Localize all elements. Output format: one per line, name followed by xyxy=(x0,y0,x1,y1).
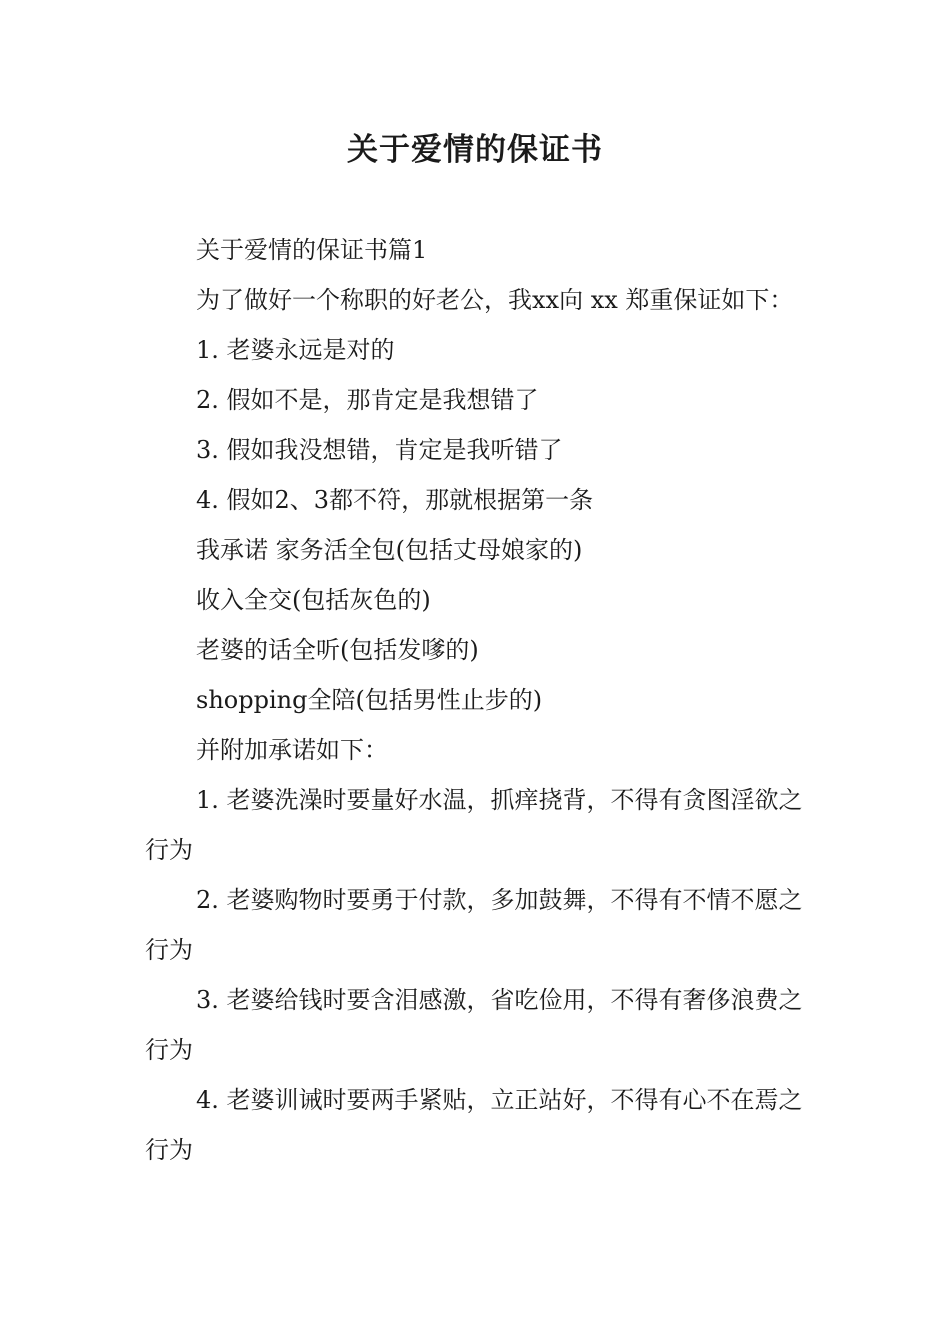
section-heading: 关于爱情的保证书篇1 xyxy=(196,236,428,264)
list-item: 4. 假如2、3都不符，那就根据第一条 xyxy=(196,486,594,514)
list-item: 4. 老婆训诫时要两手紧贴，立正站好，不得有心不在焉之行为 xyxy=(145,1086,803,1164)
promise-line: 收入全交(包括灰色的) xyxy=(196,586,431,614)
document-title: 关于爱情的保证书 xyxy=(347,132,603,168)
document-body xyxy=(145,225,810,1175)
list-item: 3. 老婆给钱时要含泪感激，省吃俭用，不得有奢侈浪费之行为 xyxy=(145,986,803,1064)
list-item: 3. 假如我没想错，肯定是我听错了 xyxy=(196,436,563,464)
promise-line: 老婆的话全听(包括发嗲的) xyxy=(196,636,479,664)
list-item: 1. 老婆洗澡时要量好水温，抓痒挠背，不得有贪图淫欲之行为 xyxy=(145,786,803,864)
promise-line: shopping全陪(包括男性止步的) xyxy=(196,686,543,714)
paragraph-intro: 为了做好一个称职的好老公，我xx向 xx 郑重保证如下： xyxy=(196,286,794,314)
list-item: 2. 老婆购物时要勇于付款，多加鼓舞，不得有不情不愿之行为 xyxy=(145,886,803,964)
promise-line: 并附加承诺如下： xyxy=(196,736,388,764)
list-item: 1. 老婆永远是对的 xyxy=(196,336,395,364)
promise-line: 我承诺 家务活全包(包括丈母娘家的) xyxy=(196,536,583,564)
list-item: 2. 假如不是，那肯定是我想错了 xyxy=(196,386,539,414)
